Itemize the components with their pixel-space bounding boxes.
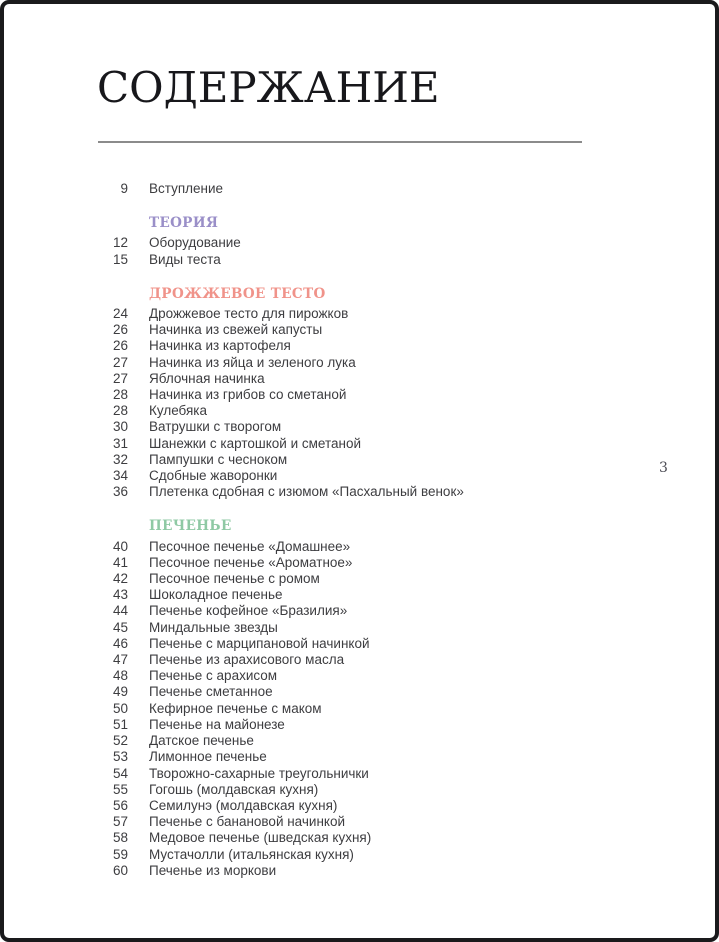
entry-title: Яблочная начинка xyxy=(149,370,265,386)
toc-entry xyxy=(96,847,616,863)
entry-page-number: 28 xyxy=(112,403,128,419)
entry-page-number: 45 xyxy=(112,619,128,635)
entry-title: Лимонное печенье xyxy=(149,749,267,765)
entry-page-number: 24 xyxy=(112,306,128,322)
entry-title: Печенье с марципановой начинкой xyxy=(149,635,370,651)
entry-page-number: 32 xyxy=(112,451,128,467)
title-divider xyxy=(98,141,582,143)
entry-page-number: 50 xyxy=(112,700,128,716)
entry-page-number: 40 xyxy=(112,538,128,554)
toc-list xyxy=(96,181,616,879)
entry-title: Печенье сметанное xyxy=(149,684,273,700)
toc-entry xyxy=(96,484,616,500)
entry-title: Начинка из яйца и зеленого лука xyxy=(149,354,356,370)
entry-title: Песочное печенье «Ароматное» xyxy=(149,554,353,570)
toc-entry xyxy=(96,587,616,603)
toc-entry xyxy=(96,668,616,684)
entry-page-number: 60 xyxy=(112,862,128,878)
entry-page-number: 48 xyxy=(112,668,128,684)
entry-page-number: 56 xyxy=(112,797,128,813)
entry-title: Песочное печенье с ромом xyxy=(149,571,320,587)
entry-page-number: 26 xyxy=(112,338,128,354)
toc-entry xyxy=(96,766,616,782)
entry-title: Начинка из грибов со сметаной xyxy=(149,387,347,403)
entry-title: Медовое печенье (шведская кухня) xyxy=(149,830,372,846)
toc-entry xyxy=(96,338,616,354)
entry-title: Ватрушки с творогом xyxy=(149,419,282,435)
toc-entry xyxy=(96,717,616,733)
entry-page-number: 43 xyxy=(112,587,128,603)
entry-title: Печенье на майонезе xyxy=(149,716,285,732)
entry-page-number: 42 xyxy=(112,571,128,587)
entry-title: Печенье с арахисом xyxy=(149,668,278,684)
entry-title: Печенье из моркови xyxy=(149,862,277,878)
entry-title: Кулебяка xyxy=(149,403,208,419)
entry-title: Семилунэ (молдавская кухня) xyxy=(149,797,338,813)
toc-entry xyxy=(96,436,616,452)
entry-page-number: 31 xyxy=(112,435,128,451)
entry-title: Миндальные звезды xyxy=(149,619,278,635)
toc-entry xyxy=(96,355,616,371)
entry-title: Кефирное печенье с маком xyxy=(149,700,322,716)
entry-title: Печенье из арахисового масла xyxy=(149,652,345,668)
entry-page-number: 57 xyxy=(112,814,128,830)
toc-entry xyxy=(96,468,616,484)
entry-page-number: 9 xyxy=(120,181,128,196)
entry-title: Вступление xyxy=(149,181,224,196)
section-header: ТЕОРИЯ xyxy=(149,215,219,232)
toc-entry xyxy=(96,322,616,338)
toc-entry xyxy=(96,539,616,555)
toc-entry xyxy=(96,452,616,468)
entry-page-number: 59 xyxy=(112,846,128,862)
entry-title: Начинка из картофеля xyxy=(149,338,291,354)
toc-entry xyxy=(96,636,616,652)
toc-entry xyxy=(96,252,616,268)
toc-entry xyxy=(96,652,616,668)
entry-page-number: 51 xyxy=(112,716,128,732)
entry-page-number: 46 xyxy=(112,635,128,651)
toc-entry xyxy=(96,814,616,830)
toc-entry xyxy=(96,555,616,571)
page-number: 3 xyxy=(659,460,668,476)
entry-page-number: 34 xyxy=(112,468,128,484)
section-header: ПЕЧЕНЬЕ xyxy=(149,518,232,535)
entry-title: Сдобные жаворонки xyxy=(149,468,278,484)
entry-page-number: 27 xyxy=(112,354,128,370)
entry-page-number: 26 xyxy=(112,322,128,338)
toc-entry xyxy=(96,863,616,879)
entry-page-number: 49 xyxy=(112,684,128,700)
toc-entry xyxy=(96,419,616,435)
toc-entry xyxy=(96,798,616,814)
toc-entry xyxy=(96,733,616,749)
entry-title: Творожно-сахарные треугольнички xyxy=(149,765,369,781)
entry-page-number: 15 xyxy=(112,251,128,267)
toc-entry xyxy=(96,782,616,798)
entry-page-number: 47 xyxy=(112,652,128,668)
entry-page-number: 53 xyxy=(112,749,128,765)
section-header: ДРОЖЖЕВОЕ ТЕСТО xyxy=(149,285,326,302)
toc-entry xyxy=(96,701,616,717)
entry-page-number: 12 xyxy=(112,235,128,251)
entry-title: Шоколадное печенье xyxy=(149,587,283,603)
toc-entry xyxy=(96,387,616,403)
toc-entry xyxy=(96,235,616,251)
page-title: СОДЕРЖАНИЕ xyxy=(97,63,440,112)
entry-title: Начинка из свежей капусты xyxy=(149,322,323,338)
entry-page-number: 36 xyxy=(112,484,128,500)
entry-title: Печенье с банановой начинкой xyxy=(149,814,346,830)
entry-page-number: 58 xyxy=(112,830,128,846)
entry-page-number: 44 xyxy=(112,603,128,619)
entry-title: Пампушки с чесноком xyxy=(149,451,288,467)
toc-entry xyxy=(96,830,616,846)
toc-entry xyxy=(96,371,616,387)
entry-page-number: 55 xyxy=(112,781,128,797)
entry-page-number: 28 xyxy=(112,387,128,403)
entry-title: Плетенка сдобная с изюмом «Пасхальный венок» xyxy=(149,484,464,500)
toc-entry xyxy=(96,749,616,765)
entry-title: Шанежки с картошкой и сметаной xyxy=(149,435,361,451)
toc-entry xyxy=(96,620,616,636)
entry-title: Мустачолли (итальянская кухня) xyxy=(149,846,354,862)
entry-title: Дрожжевое тесто для пирожков xyxy=(149,306,349,322)
entry-title: Оборудование xyxy=(149,235,241,251)
entry-title: Печенье кофейное «Бразилия» xyxy=(149,603,348,619)
toc-entry xyxy=(96,403,616,419)
toc-entry xyxy=(96,181,616,197)
toc-entry xyxy=(96,603,616,619)
entry-page-number: 27 xyxy=(112,370,128,386)
entry-page-number: 52 xyxy=(112,733,128,749)
toc-entry xyxy=(96,684,616,700)
entry-page-number: 54 xyxy=(112,765,128,781)
entry-title: Датское печенье xyxy=(149,733,254,749)
entry-title: Гогошь (молдавская кухня) xyxy=(149,781,319,797)
entry-page-number: 30 xyxy=(112,419,128,435)
entry-title: Виды теста xyxy=(149,251,221,267)
entry-page-number: 41 xyxy=(112,554,128,570)
toc-entry xyxy=(96,571,616,587)
toc-entry xyxy=(96,306,616,322)
entry-title: Песочное печенье «Домашнее» xyxy=(149,538,351,554)
